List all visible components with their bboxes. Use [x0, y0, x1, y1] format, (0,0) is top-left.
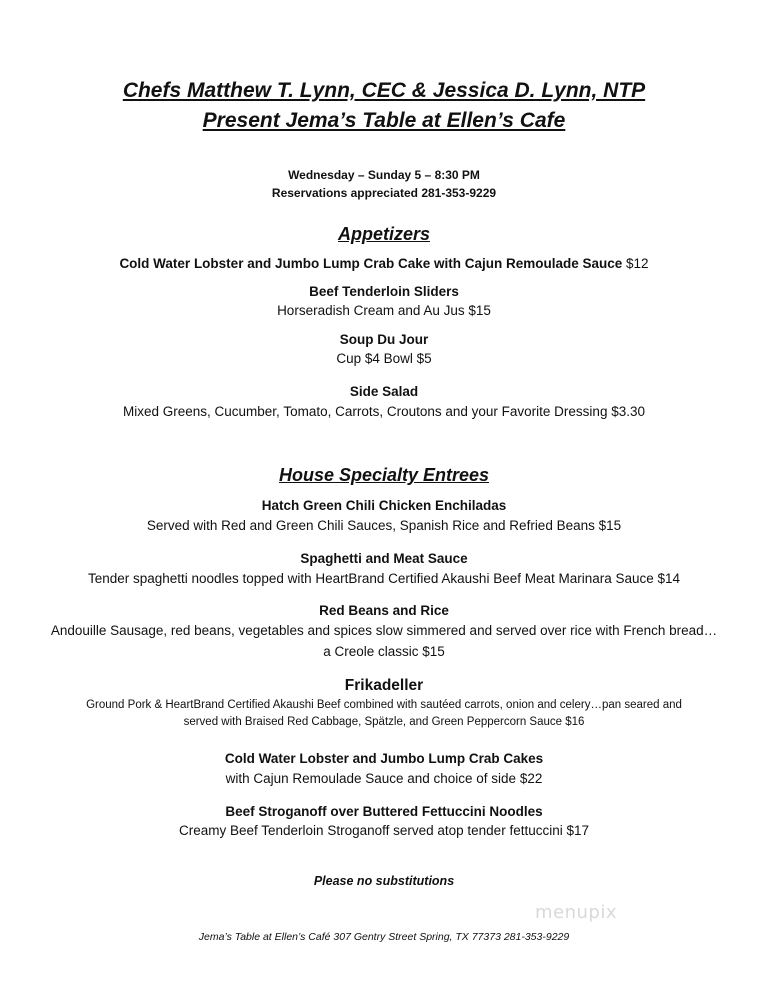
- sliders-desc: Horseradish Cream and Au Jus $15: [277, 303, 491, 318]
- entrees-heading: House Specialty Entrees: [278, 465, 490, 485]
- chefs-title: Chefs Matthew T. Lynn, CEC & Jessica D. Lynn, NTP: [122, 79, 646, 102]
- entree-desc-cont: a Creole classic $15: [323, 644, 445, 659]
- appetizer-crab-cake: [0, 255, 768, 273]
- soup-name: Soup Du Jour: [339, 332, 429, 347]
- entree-desc: Creamy Beef Tenderloin Stroganoff served atop tender fettuccini $17: [178, 823, 589, 838]
- entree-name: Red Beans and Rice: [319, 603, 449, 618]
- entree-name: Spaghetti and Meat Sauce: [300, 551, 468, 566]
- salad-name: Side Salad: [349, 384, 419, 399]
- entree-desc: Served with Red and Green Chili Sauces, Spanish Rice and Refried Beans $15: [146, 518, 622, 533]
- soup-desc: Cup $4 Bowl $5: [336, 351, 432, 366]
- entree-desc: with Cajun Remoulade Sauce and choice of side $22: [225, 771, 543, 786]
- salad-desc: Mixed Greens, Cucumber, Tomato, Carrots, Croutons and your Favorite Dressing $3.30: [123, 404, 645, 419]
- crab-cake-price: $12: [622, 256, 649, 271]
- entree-name: Frikadeller: [344, 677, 424, 694]
- crab-cake-name: Cold Water Lobster and Jumbo Lump Crab Cake with Cajun Remoulade Sauce: [119, 256, 623, 271]
- entree-desc: Ground Pork & HeartBrand Certified Akaushi Beef combined with sautéed carrots, onion and celery…pan seared and: [86, 699, 682, 711]
- watermark-logo: menupix: [535, 902, 618, 923]
- hours: Wednesday – Sunday 5 – 8:30 PM: [288, 168, 480, 182]
- entree-desc: Tender spaghetti noodles topped with HeartBrand Certified Akaushi Beef Meat Marinara Sauce $14: [87, 571, 681, 586]
- entree-desc-cont: served with Braised Red Cabbage, Spätzle, and Green Peppercorn Sauce $16: [183, 716, 585, 728]
- appetizers-heading: Appetizers: [337, 224, 431, 244]
- sliders-name: Beef Tenderloin Sliders: [309, 284, 459, 299]
- footer-address: Jema’s Table at Ellen’s Café 307 Gentry Street Spring, TX 77373 281-353-9229: [198, 931, 570, 943]
- restaurant-title: Present Jema’s Table at Ellen’s Cafe: [202, 109, 566, 132]
- substitutions-note: Please no substitutions: [313, 874, 455, 888]
- reservations: Reservations appreciated 281-353-9229: [271, 186, 497, 200]
- entree-name: Hatch Green Chili Chicken Enchiladas: [261, 498, 507, 513]
- entree-desc: Andouille Sausage, red beans, vegetables and spices slow simmered and served over rice with French bread…: [50, 623, 718, 638]
- entree-name: Cold Water Lobster and Jumbo Lump Crab Cakes: [224, 751, 544, 766]
- entree-name: Beef Stroganoff over Buttered Fettuccini Noodles: [225, 804, 543, 819]
